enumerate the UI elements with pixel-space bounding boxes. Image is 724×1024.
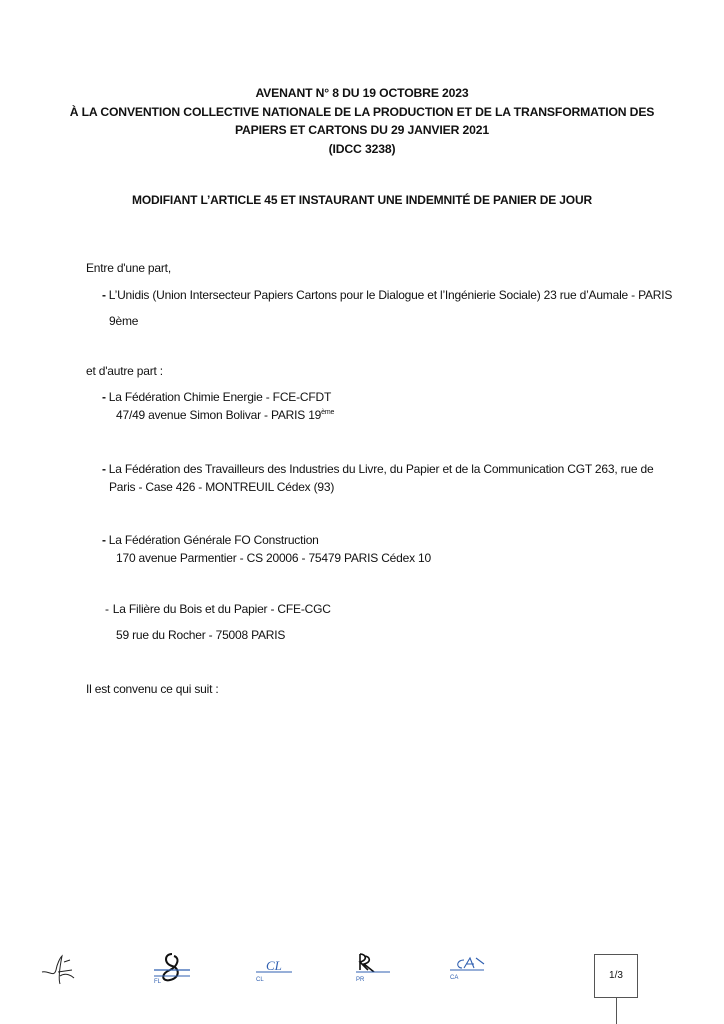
page-number: 1/3 bbox=[609, 970, 623, 981]
party-3-name: La Fédération Générale FO Construction bbox=[108, 533, 319, 547]
list-dash: - bbox=[102, 533, 106, 547]
list-dash: - bbox=[102, 288, 106, 302]
signature-1 bbox=[38, 950, 78, 990]
header-convention-line: À LA CONVENTION COLLECTIVE NATIONALE DE LA PRODUCTION ET DE LA TRANSFORMATION DES bbox=[69, 104, 655, 119]
party-4-line2: 59 rue du Rocher - 75008 PARIS bbox=[116, 628, 286, 642]
signature-2 bbox=[150, 950, 194, 988]
signature-5 bbox=[446, 950, 490, 988]
first-party-name: L’Unidis (Union Intersecteur Papiers Cartons pour le Dialogue et l’Ingénierie Sociale) 23 rue d’Aumale - PARIS bbox=[108, 288, 673, 302]
signature-4 bbox=[352, 950, 396, 988]
initials-cl: CL bbox=[256, 977, 264, 983]
signature-cl-handwritten: CL bbox=[266, 958, 282, 973]
header-convention-date: PAPIERS ET CARTONS DU 29 JANVIER 2021 bbox=[234, 123, 490, 137]
document-subject: MODIFIANT L’ARTICLE 45 ET INSTAURANT UNE INDEMNITÉ DE PANIER DE JOUR bbox=[131, 193, 593, 207]
page-number-box bbox=[594, 954, 638, 998]
first-party-line1 bbox=[102, 286, 672, 304]
page-number-line bbox=[616, 997, 617, 1024]
initials-fl: FL bbox=[154, 979, 162, 985]
party-2-name: La Fédération des Travailleurs des Industries du Livre, du Papier et de la Communication CGT 263, rue de bbox=[108, 462, 654, 476]
initials-pr: PR bbox=[356, 977, 365, 983]
initials-ca: CA bbox=[450, 975, 459, 981]
list-dash: - bbox=[105, 602, 109, 616]
party-3-line1 bbox=[102, 531, 319, 549]
party-2-line1 bbox=[102, 460, 653, 478]
first-party-line2: 9ème bbox=[109, 314, 139, 328]
closing-statement: Il est convenu ce qui suit : bbox=[86, 682, 219, 696]
party-3-line2: 170 avenue Parmentier - CS 20006 - 75479 PARIS Cédex 10 bbox=[116, 551, 431, 565]
header-title: AVENANT N° 8 DU 19 OCTOBRE 2023 bbox=[255, 86, 469, 100]
first-party-intro: Entre d'une part, bbox=[86, 261, 171, 275]
party-2-line2: Paris - Case 426 - MONTREUIL Cédex (93) bbox=[109, 480, 335, 494]
document-header bbox=[60, 84, 664, 158]
party-1-name: La Fédération Chimie Energie - FCE-CFDT bbox=[108, 390, 332, 404]
other-party-intro: et d'autre part : bbox=[86, 364, 163, 378]
header-idcc: (IDCC 3238) bbox=[328, 141, 396, 156]
party-1-superscript: ème bbox=[321, 409, 335, 416]
list-dash: - bbox=[102, 390, 106, 404]
list-dash: - bbox=[102, 462, 106, 476]
party-4-name: La Filière du Bois et du Papier - CFE-CGC bbox=[112, 602, 331, 616]
party-1-line2 bbox=[116, 406, 334, 424]
party-4-line1 bbox=[105, 600, 331, 618]
signature-3 bbox=[252, 950, 296, 988]
party-1-address: 47/49 avenue Simon Bolivar - PARIS 19 bbox=[116, 408, 322, 422]
party-1-line1 bbox=[102, 388, 331, 406]
